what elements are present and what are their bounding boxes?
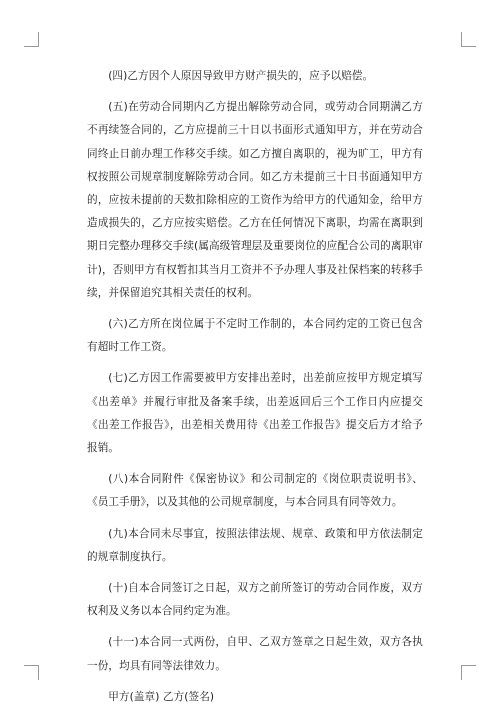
clause-10: (十)自本合同签订之日起，双方之前所签订的劳动合同作废，双方权利及义务以本合同约定为准。 [87, 582, 423, 618]
document-body [87, 65, 423, 717]
clause-11: (十一)本合同一式两份，自甲、乙双方签章之日起生效，双方各执一份，均具有同等法律效力。 [87, 636, 423, 672]
clause-9: (九)本合同未尽事宜，按照法律法规、规章、政策和甲方依法制定的规章制度执行。 [87, 527, 423, 563]
clause-6: (六)乙方所在岗位属于不定时工作制的，本合同约定的工资已包含有超时工作工资。 [87, 318, 423, 354]
crop-mark-top-right [461, 32, 476, 47]
crop-mark-top-left [24, 32, 39, 47]
clause-8: (八)本合同附件《保密协议》和公司制定的《岗位职责说明书》、《员工手册》，以及其他的公司规章制度，与本合同具有同等效力。 [87, 473, 423, 509]
clause-7: (七)乙方因工作需要被甲方安排出差时，出差前应按甲方规定填写《出差单》并履行审批及备案手续，出差返回后三个工作日内应提交《出差工作报告》，出差相关费用待《出差工作报告》提交后方才给予报销。 [87, 372, 423, 455]
clause-4: (四)乙方因个人原因导致甲方财产损失的，应予以赔偿。 [108, 70, 374, 82]
clause-5: (五)在劳动合同期内乙方提出解除劳动合同，或劳动合同期满乙方不再续签合同的，乙方应提前三十日以书面形式通知甲方，并在劳动合同终止日前办理工作移交手续。如乙方擅自离职的，视为旷工，甲方有权按照公司规章制度解除劳动合同。如乙方未提前三十日书面通知甲方的，应按未提前的天数扣除相应的工资作为给甲方的代通知金，给甲方造成损失的，乙方应按实赔偿。乙方在任何情况下离职，均需在离职到期日完整办理移交手续(属高级管理层及重要岗位的应配合公司的离职审计)，否则甲方有权暂扣其当月工资并不予办理人事及社保档案的转移手续，并保留追究其相关责任的权利。 [87, 101, 423, 299]
signature-line: 甲方(盖章) 乙方(签名) [108, 690, 215, 703]
crop-mark-bottom-left [24, 665, 39, 680]
crop-mark-bottom-right [461, 665, 476, 680]
